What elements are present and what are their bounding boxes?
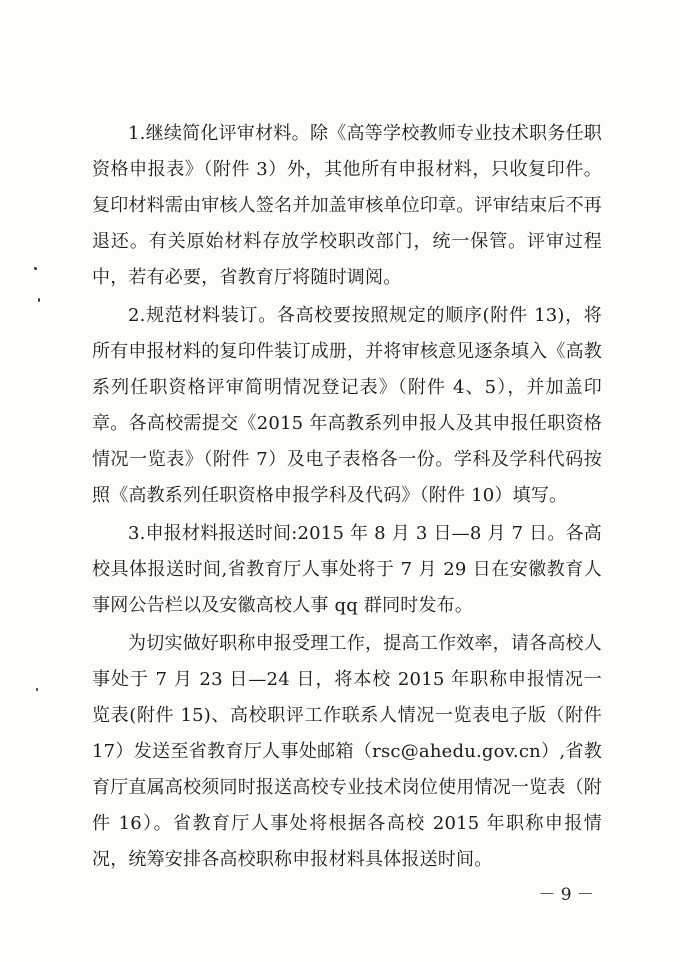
scan-speck — [38, 298, 40, 302]
paragraph-reporting-instructions: 为切实做好职称申报受理工作，提高工作效率，请各高校人事处于 7 月 23 日—24 日，将本校 2015 年职称申报情况一览表(附件 15)、高校职评工作联系人情况一览表电子版（附件 17）发送至省教育厅人事处邮箱（rsc@ahedu.gov.cn）,省教育厅直属高校须同时报送高校专业技术岗位使用情况一览表（附件 16）。省教育厅人事处将根据各高校 2015 年职称申报情况，统筹安排各高校职称申报材料具体报送时间。 — [92, 633, 602, 870]
paragraph-binding-standards: 2.规范材料装订。各高校要按照规定的顺序(附件 13)，将所有申报材料的复印件装订成册，并将审核意见逐条填入《高教系列任职资格评审简明情况登记表》（附件 4、5），并加盖印章。各高校需提交《2015 年高教系列申报人及其申报任职资格情况一览表》（附件 7）及电子表格各一份。学科及学科代码按照《高教系列任职资格申报学科及代码》（附件 10）填写。 — [92, 305, 602, 506]
paragraph-simplify-materials: 1.继续简化评审材料。除《高等学校教师专业技术职务任职资格申报表》（附件 3）外，其他所有申报材料，只收复印件。复印材料需由审核人签名并加盖审核单位印章。评审结束后不再退还。有关原始材料存放学校职改部门，统一保管。评审过程中，若有必要，省教育厅将随时调阅。 — [92, 123, 602, 288]
paragraph-submission-time: 3.申报材料报送时间:2015 年 8 月 3 日—8 月 7 日。各高校具体报送时间,省教育厅人事处将于 7 月 29 日在安徽教育人事网公告栏以及安徽高校人事 qq 群同时发布。 — [92, 523, 602, 616]
scan-speck — [36, 688, 38, 691]
page-number: － 9 － — [538, 885, 594, 905]
document-body — [92, 116, 602, 878]
scan-speck — [34, 267, 37, 270]
